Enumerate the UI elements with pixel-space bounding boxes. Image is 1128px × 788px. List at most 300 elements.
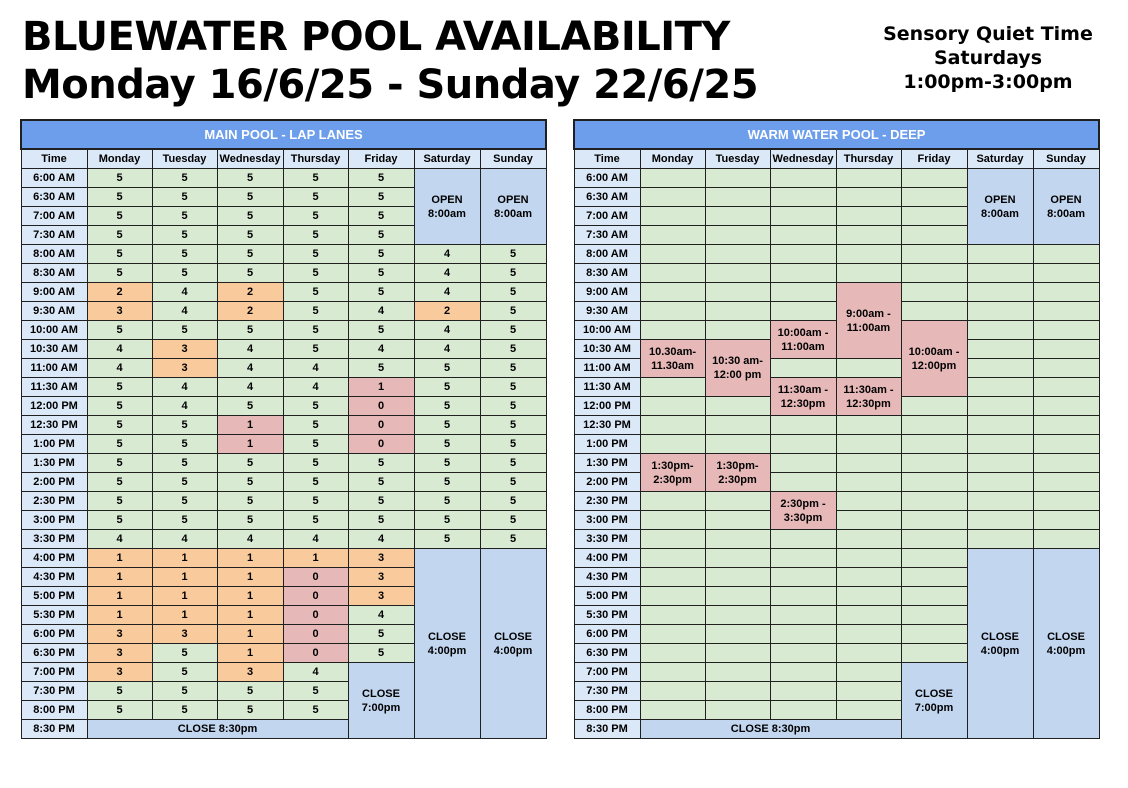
warm-time-label: 7:00 PM [574, 663, 640, 682]
available-slot [640, 701, 705, 720]
main-time-label: 12:00 PM [21, 397, 87, 416]
availability-cell: 5 [87, 226, 152, 245]
available-slot [705, 302, 770, 321]
warm-time-label: 5:00 PM [574, 587, 640, 606]
available-slot [705, 682, 770, 701]
availability-cell: 5 [87, 701, 152, 720]
warm-time-label: 2:30 PM [574, 492, 640, 511]
availability-cell: 2 [414, 302, 480, 321]
main-close-saturday-cell: CLOSE 4:00pm [414, 549, 480, 739]
available-slot [836, 701, 901, 720]
available-slot [901, 511, 967, 530]
availability-cell: 3 [348, 587, 414, 606]
available-slot [967, 416, 1033, 435]
availability-cell: 5 [152, 169, 217, 188]
availability-cell: 4 [283, 378, 348, 397]
main-time-label: 4:00 PM [21, 549, 87, 568]
availability-cell: 5 [152, 264, 217, 283]
availability-cell: 1 [217, 587, 283, 606]
main-col-header-monday: Monday [87, 149, 152, 169]
available-slot [836, 549, 901, 568]
availability-cell: 4 [414, 340, 480, 359]
main-time-label: 2:30 PM [21, 492, 87, 511]
available-slot [705, 606, 770, 625]
available-slot [770, 283, 836, 302]
booking-block: 2:30pm - 3:30pm [770, 492, 836, 530]
availability-cell: 4 [217, 359, 283, 378]
availability-cell: 3 [152, 625, 217, 644]
availability-cell: 5 [348, 283, 414, 302]
available-slot [1033, 435, 1099, 454]
availability-cell: 0 [348, 416, 414, 435]
warm-col-header-thursday: Thursday [836, 149, 901, 169]
availability-cell: 5 [87, 245, 152, 264]
availability-cell: 5 [480, 511, 546, 530]
table-row [21, 245, 546, 264]
available-slot [705, 226, 770, 245]
booking-block: 10.30am- 11.30am [640, 340, 705, 378]
available-slot [705, 549, 770, 568]
available-slot [705, 625, 770, 644]
available-slot [770, 207, 836, 226]
availability-cell: 5 [283, 416, 348, 435]
available-slot [836, 188, 901, 207]
available-slot [705, 245, 770, 264]
available-slot [770, 435, 836, 454]
warm-col-header-sunday: Sunday [1033, 149, 1099, 169]
table-row [21, 454, 546, 473]
available-slot [901, 568, 967, 587]
availability-cell: 5 [152, 644, 217, 663]
available-slot [901, 454, 967, 473]
booking-block: 10:00am - 12:00pm [901, 321, 967, 397]
available-slot [770, 454, 836, 473]
main-time-label: 1:30 PM [21, 454, 87, 473]
availability-cell: 5 [217, 701, 283, 720]
available-slot [640, 188, 705, 207]
available-slot [770, 549, 836, 568]
available-slot [705, 169, 770, 188]
availability-cell: 5 [348, 188, 414, 207]
availability-cell: 5 [348, 207, 414, 226]
availability-cell: 5 [283, 169, 348, 188]
warm-time-label: 8:30 AM [574, 264, 640, 283]
availability-cell: 5 [414, 511, 480, 530]
available-slot [901, 207, 967, 226]
table-row [574, 511, 1099, 530]
availability-cell: 3 [348, 568, 414, 587]
availability-cell: 0 [283, 606, 348, 625]
availability-cell: 5 [152, 682, 217, 701]
availability-cell: 4 [414, 245, 480, 264]
available-slot [640, 321, 705, 340]
available-slot [705, 435, 770, 454]
main-pool-table [20, 119, 547, 739]
warm-time-label: 12:30 PM [574, 416, 640, 435]
availability-cell: 5 [283, 188, 348, 207]
availability-cell: 0 [283, 625, 348, 644]
available-slot [640, 511, 705, 530]
availability-cell: 5 [217, 169, 283, 188]
available-slot [640, 492, 705, 511]
availability-cell: 4 [87, 359, 152, 378]
warm-time-label: 5:30 PM [574, 606, 640, 625]
availability-cell: 4 [348, 530, 414, 549]
availability-cell: 5 [87, 188, 152, 207]
available-slot [836, 264, 901, 283]
available-slot [967, 435, 1033, 454]
availability-cell: 5 [348, 321, 414, 340]
table-row [574, 264, 1099, 283]
availability-cell: 5 [348, 492, 414, 511]
main-time-label: 3:00 PM [21, 511, 87, 530]
warm-time-label: 4:30 PM [574, 568, 640, 587]
availability-cell: 4 [87, 530, 152, 549]
availability-cell: 4 [217, 340, 283, 359]
availability-cell: 5 [152, 435, 217, 454]
availability-cell: 5 [217, 245, 283, 264]
availability-cell: 5 [283, 207, 348, 226]
availability-cell: 5 [480, 492, 546, 511]
availability-cell: 5 [348, 226, 414, 245]
available-slot [836, 492, 901, 511]
warm-time-label: 11:30 AM [574, 378, 640, 397]
available-slot [770, 682, 836, 701]
availability-cell: 5 [283, 435, 348, 454]
main-time-label: 8:30 PM [21, 720, 87, 739]
availability-cell: 5 [348, 264, 414, 283]
main-time-label: 6:00 AM [21, 169, 87, 188]
available-slot [640, 435, 705, 454]
available-slot [967, 302, 1033, 321]
availability-cell: 5 [283, 682, 348, 701]
available-slot [1033, 530, 1099, 549]
available-slot [640, 283, 705, 302]
warm-time-label: 11:00 AM [574, 359, 640, 378]
available-slot [836, 530, 901, 549]
availability-cell: 4 [87, 340, 152, 359]
available-slot [705, 264, 770, 283]
table-row [574, 283, 1099, 302]
available-slot [705, 511, 770, 530]
availability-cell: 5 [152, 701, 217, 720]
availability-cell: 5 [87, 454, 152, 473]
availability-cell: 5 [480, 454, 546, 473]
booking-block: 11:30am - 12:30pm [836, 378, 901, 416]
available-slot [705, 492, 770, 511]
availability-cell: 2 [217, 283, 283, 302]
table-row [21, 492, 546, 511]
warm-time-label: 6:30 PM [574, 644, 640, 663]
warm-time-label: 1:30 PM [574, 454, 640, 473]
availability-cell: 5 [283, 701, 348, 720]
availability-cell: 5 [87, 435, 152, 454]
available-slot [901, 283, 967, 302]
available-slot [705, 397, 770, 416]
table-row [574, 416, 1099, 435]
availability-cell: 5 [152, 188, 217, 207]
warm-open-sunday-cell: OPEN 8:00am [1033, 169, 1099, 245]
warm-col-header-tuesday: Tuesday [705, 149, 770, 169]
table-row [21, 378, 546, 397]
availability-cell: 1 [348, 378, 414, 397]
available-slot [1033, 511, 1099, 530]
available-slot [640, 378, 705, 397]
available-slot [1033, 454, 1099, 473]
main-time-label: 2:00 PM [21, 473, 87, 492]
available-slot [967, 454, 1033, 473]
warm-close-friday-cell: CLOSE 7:00pm [901, 663, 967, 739]
table-row [21, 321, 546, 340]
availability-cell: 4 [152, 283, 217, 302]
table-row [574, 530, 1099, 549]
availability-cell: 5 [414, 454, 480, 473]
availability-cell: 1 [87, 549, 152, 568]
table-row [21, 416, 546, 435]
availability-cell: 5 [283, 492, 348, 511]
booking-block: 11:30am - 12:30pm [770, 378, 836, 416]
main-col-header-saturday: Saturday [414, 149, 480, 169]
available-slot [836, 511, 901, 530]
available-slot [770, 606, 836, 625]
available-slot [640, 644, 705, 663]
available-slot [705, 701, 770, 720]
table-row [21, 397, 546, 416]
available-slot [770, 568, 836, 587]
table-row [21, 511, 546, 530]
sensory-line-3: 1:00pm-3:00pm [903, 71, 1073, 93]
main-col-header-tuesday: Tuesday [152, 149, 217, 169]
warm-time-label: 8:00 AM [574, 245, 640, 264]
main-open-sunday-cell: OPEN 8:00am [480, 169, 546, 245]
sensory-line-1: Sensory Quiet Time [883, 23, 1093, 45]
availability-cell: 5 [480, 283, 546, 302]
available-slot [640, 682, 705, 701]
availability-cell: 2 [87, 283, 152, 302]
main-time-label: 8:00 AM [21, 245, 87, 264]
available-slot [640, 663, 705, 682]
availability-cell: 5 [217, 397, 283, 416]
availability-cell: 5 [414, 359, 480, 378]
available-slot [836, 682, 901, 701]
availability-cell: 5 [87, 378, 152, 397]
availability-cell: 3 [348, 549, 414, 568]
availability-cell: 5 [348, 169, 414, 188]
available-slot [836, 454, 901, 473]
warm-col-header-wednesday: Wednesday [770, 149, 836, 169]
main-time-label: 10:30 AM [21, 340, 87, 359]
table-row [21, 435, 546, 454]
warm-col-header-friday: Friday [901, 149, 967, 169]
table-row [21, 473, 546, 492]
available-slot [770, 663, 836, 682]
availability-cell: 4 [414, 264, 480, 283]
available-slot [1033, 264, 1099, 283]
availability-cell: 5 [480, 473, 546, 492]
availability-cell: 5 [217, 682, 283, 701]
warm-table-title: WARM WATER POOL - DEEP [574, 120, 1099, 149]
available-slot [967, 378, 1033, 397]
main-time-label: 8:00 PM [21, 701, 87, 720]
available-slot [770, 625, 836, 644]
main-open-saturday-cell: OPEN 8:00am [414, 169, 480, 245]
main-time-label: 1:00 PM [21, 435, 87, 454]
availability-cell: 5 [480, 530, 546, 549]
availability-cell: 5 [480, 321, 546, 340]
main-time-label: 6:30 AM [21, 188, 87, 207]
main-time-label: 9:30 AM [21, 302, 87, 321]
availability-cell: 1 [217, 549, 283, 568]
availability-cell: 5 [348, 644, 414, 663]
availability-cell: 1 [283, 549, 348, 568]
table-row [21, 530, 546, 549]
availability-cell: 0 [283, 644, 348, 663]
availability-cell: 3 [152, 359, 217, 378]
main-col-header-thursday: Thursday [283, 149, 348, 169]
availability-cell: 5 [414, 378, 480, 397]
availability-cell: 5 [87, 169, 152, 188]
availability-cell: 5 [87, 416, 152, 435]
available-slot [770, 169, 836, 188]
availability-cell: 3 [152, 340, 217, 359]
available-slot [967, 321, 1033, 340]
available-slot [640, 568, 705, 587]
availability-cell: 1 [217, 606, 283, 625]
availability-cell: 5 [348, 359, 414, 378]
main-close-friday-cell: CLOSE 7:00pm [348, 663, 414, 739]
available-slot [1033, 378, 1099, 397]
availability-cell: 5 [480, 264, 546, 283]
main-time-label: 3:30 PM [21, 530, 87, 549]
warm-time-label: 3:30 PM [574, 530, 640, 549]
availability-cell: 5 [152, 416, 217, 435]
available-slot [901, 302, 967, 321]
availability-cell: 1 [87, 587, 152, 606]
warm-open-saturday-cell: OPEN 8:00am [967, 169, 1033, 245]
available-slot [770, 587, 836, 606]
available-slot [836, 644, 901, 663]
availability-cell: 5 [414, 416, 480, 435]
main-close-830-cell: CLOSE 8:30pm [87, 720, 348, 739]
main-time-label: 9:00 AM [21, 283, 87, 302]
availability-cell: 1 [152, 587, 217, 606]
page-title: BLUEWATER POOL AVAILABILITY [22, 14, 730, 60]
table-row [21, 302, 546, 321]
available-slot [901, 530, 967, 549]
availability-cell: 5 [283, 226, 348, 245]
available-slot [1033, 397, 1099, 416]
availability-cell: 4 [152, 530, 217, 549]
availability-cell: 5 [283, 397, 348, 416]
available-slot [705, 321, 770, 340]
warm-time-label: 7:00 AM [574, 207, 640, 226]
availability-cell: 5 [217, 264, 283, 283]
available-slot [836, 663, 901, 682]
available-slot [967, 359, 1033, 378]
table-row [574, 245, 1099, 264]
available-slot [836, 473, 901, 492]
availability-cell: 2 [217, 302, 283, 321]
availability-cell: 5 [152, 226, 217, 245]
booking-block: 10:30 am- 12:00 pm [705, 340, 770, 397]
availability-cell: 5 [87, 397, 152, 416]
available-slot [1033, 245, 1099, 264]
available-slot [901, 188, 967, 207]
available-slot [770, 416, 836, 435]
booking-block: 9:00am - 11:00am [836, 283, 901, 359]
availability-cell: 5 [283, 245, 348, 264]
warm-time-label: 10:00 AM [574, 321, 640, 340]
available-slot [705, 530, 770, 549]
availability-cell: 4 [217, 530, 283, 549]
availability-cell: 5 [217, 492, 283, 511]
available-slot [836, 416, 901, 435]
availability-cell: 5 [283, 321, 348, 340]
availability-cell: 5 [480, 340, 546, 359]
available-slot [901, 606, 967, 625]
available-slot [1033, 321, 1099, 340]
warm-time-label: 12:00 PM [574, 397, 640, 416]
sensory-quiet-note [872, 22, 1104, 94]
available-slot [640, 587, 705, 606]
availability-cell: 4 [348, 302, 414, 321]
main-col-header-friday: Friday [348, 149, 414, 169]
available-slot [640, 207, 705, 226]
availability-cell: 0 [348, 435, 414, 454]
booking-block: 10:00am - 11:00am [770, 321, 836, 359]
available-slot [1033, 416, 1099, 435]
warm-time-label: 1:00 PM [574, 435, 640, 454]
availability-cell: 1 [217, 625, 283, 644]
available-slot [705, 587, 770, 606]
availability-cell: 5 [480, 378, 546, 397]
availability-cell: 4 [283, 663, 348, 682]
availability-cell: 5 [480, 359, 546, 378]
warm-col-header-saturday: Saturday [967, 149, 1033, 169]
available-slot [836, 568, 901, 587]
availability-cell: 5 [217, 454, 283, 473]
available-slot [640, 397, 705, 416]
main-time-label: 5:00 PM [21, 587, 87, 606]
availability-cell: 5 [87, 682, 152, 701]
availability-cell: 5 [414, 397, 480, 416]
available-slot [770, 530, 836, 549]
available-slot [640, 416, 705, 435]
availability-cell: 4 [414, 283, 480, 302]
available-slot [770, 245, 836, 264]
availability-cell: 5 [87, 264, 152, 283]
table-row [21, 264, 546, 283]
warm-time-label: 7:30 PM [574, 682, 640, 701]
availability-cell: 5 [217, 473, 283, 492]
availability-cell: 4 [217, 378, 283, 397]
available-slot [770, 188, 836, 207]
availability-cell: 5 [217, 511, 283, 530]
table-row [21, 340, 546, 359]
warm-time-label: 10:30 AM [574, 340, 640, 359]
available-slot [901, 587, 967, 606]
available-slot [967, 492, 1033, 511]
available-slot [967, 245, 1033, 264]
availability-cell: 5 [87, 321, 152, 340]
main-close-sunday-cell: CLOSE 4:00pm [480, 549, 546, 739]
availability-cell: 5 [87, 511, 152, 530]
main-table-title: MAIN POOL - LAP LANES [21, 120, 546, 149]
table-row [21, 283, 546, 302]
available-slot [967, 264, 1033, 283]
available-slot [770, 473, 836, 492]
available-slot [901, 226, 967, 245]
